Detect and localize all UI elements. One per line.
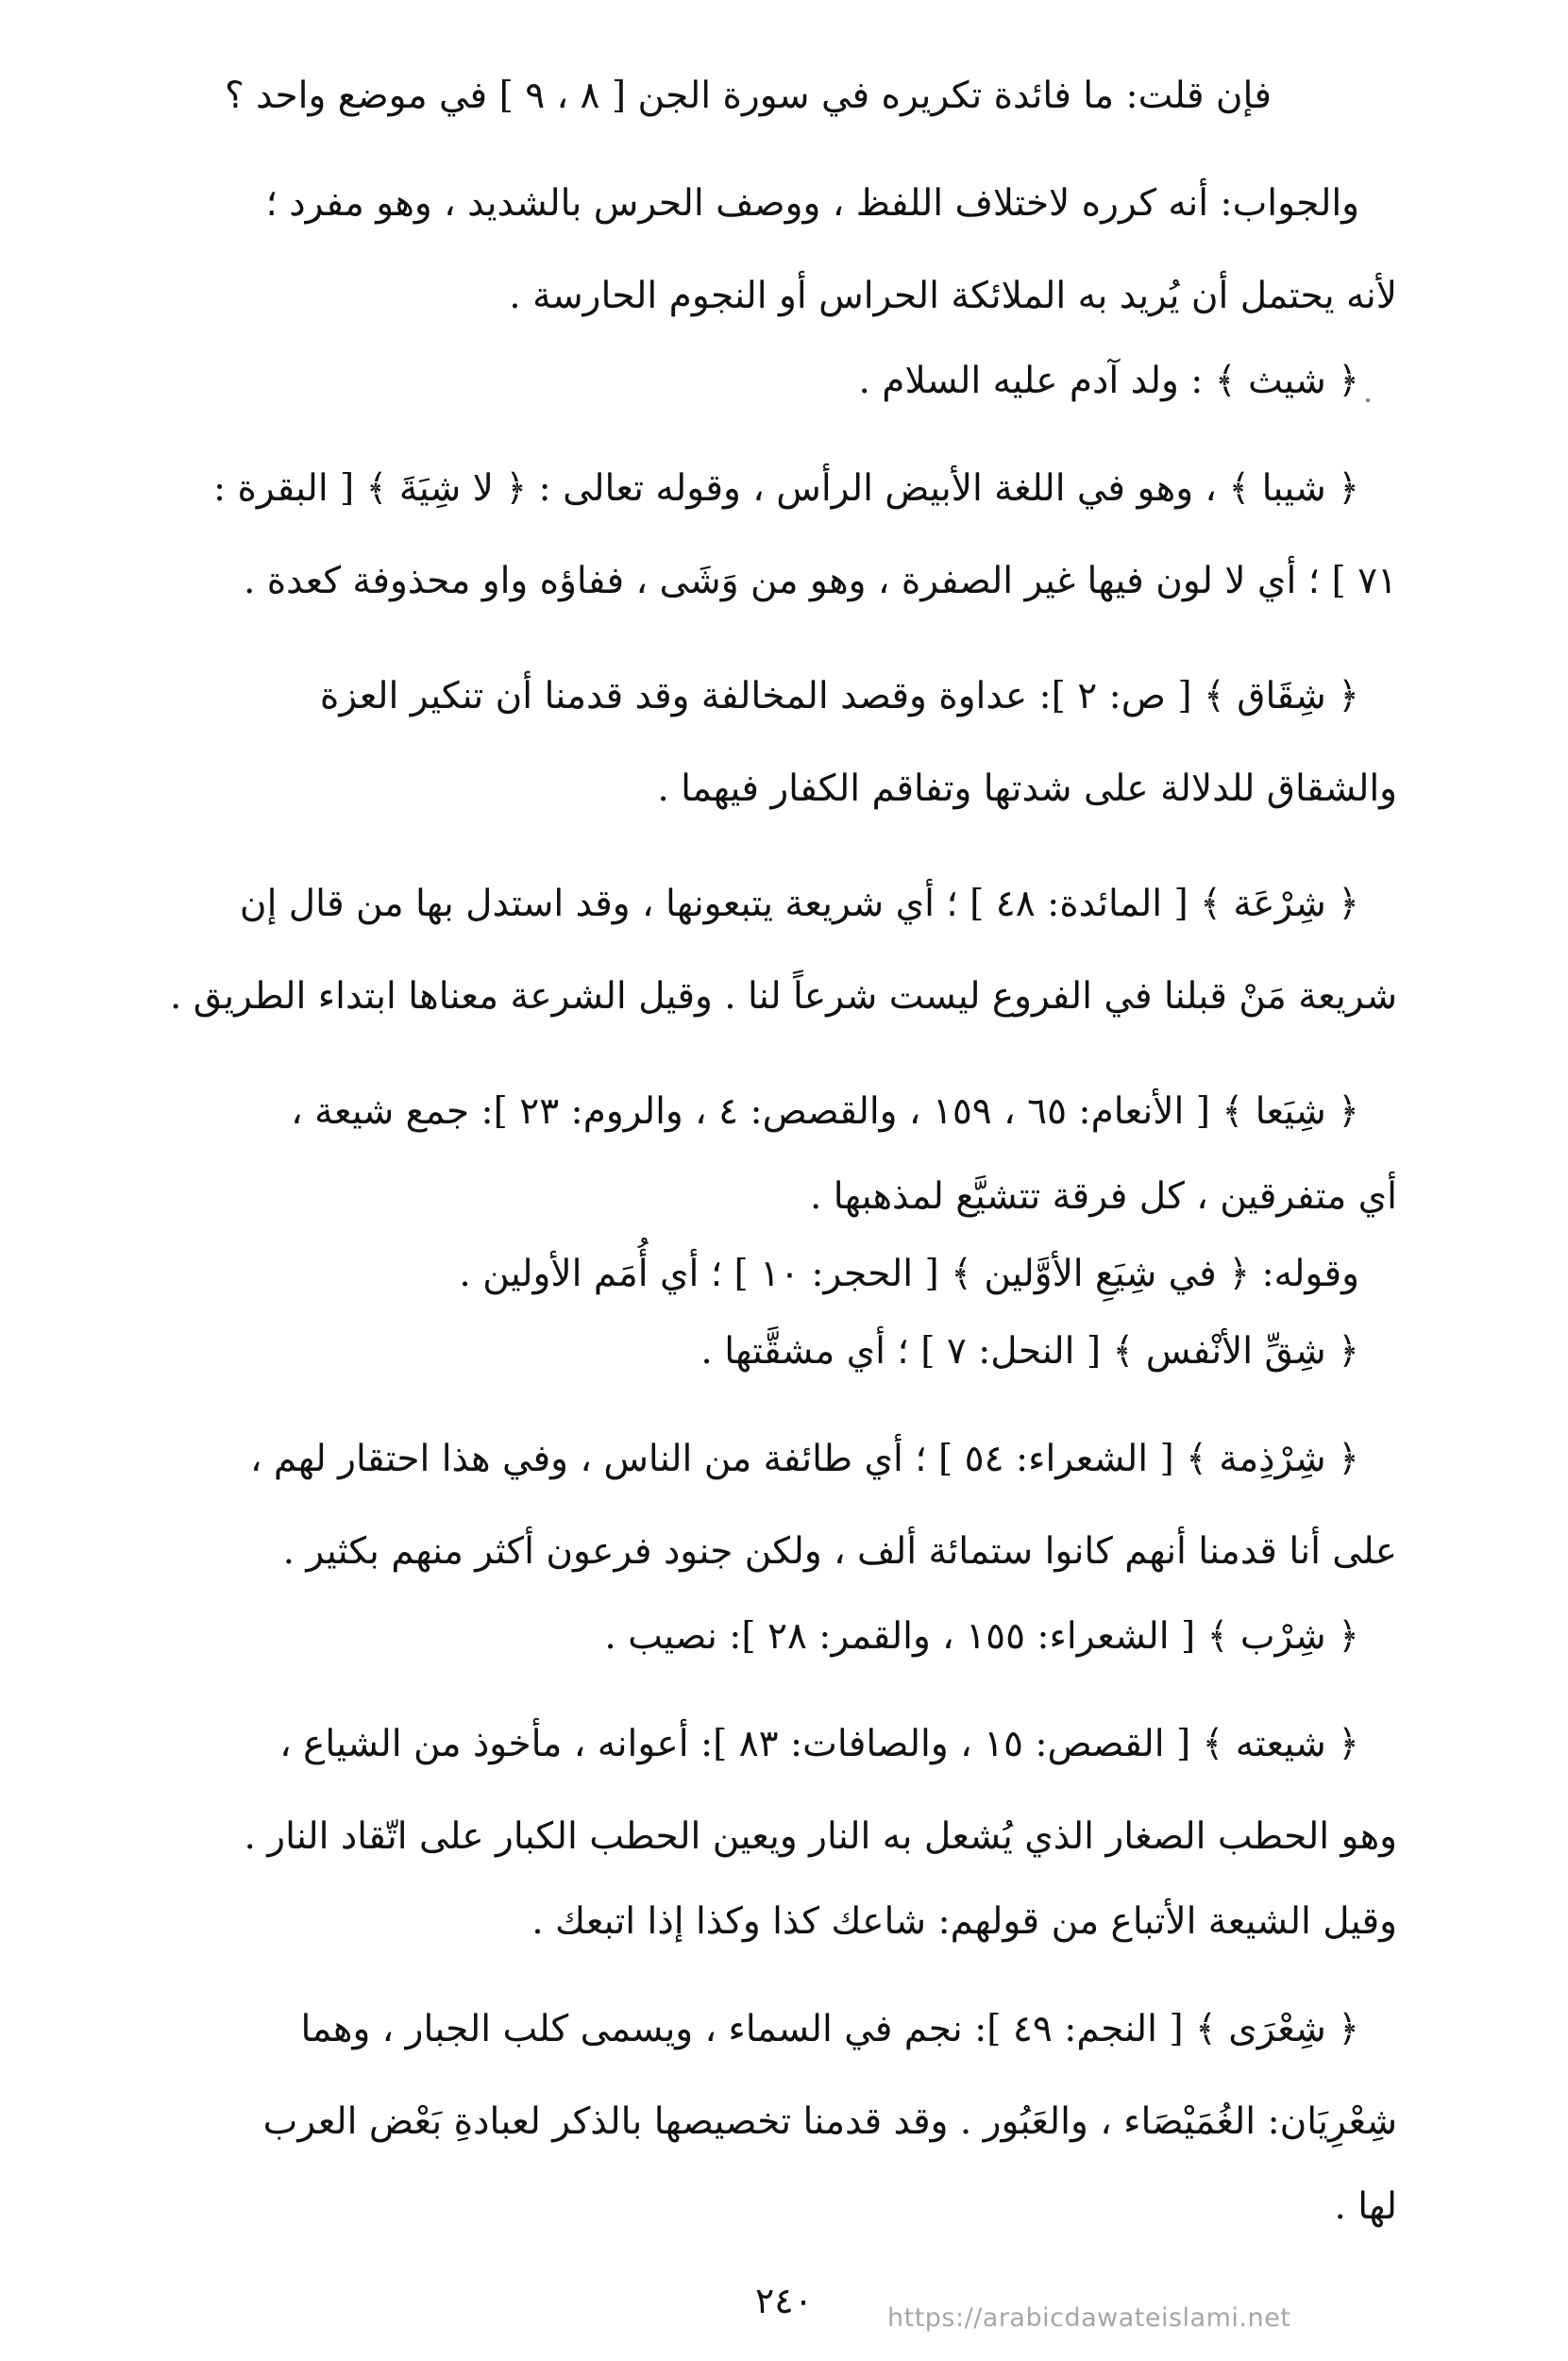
- text-line: ﴿ شِرْب ﴾ [ الشعراء: ١٥٥ ، والقمر: ٢٨ ]: نصيب .: [604, 1614, 1359, 1658]
- text-line: ﴿ شيعته ﴾ [ القصص: ١٥ ، والصافات: ٨٣ ]: أعوانه ، مأخوذ من الشياع ،: [279, 1722, 1359, 1765]
- entry-shirah-line-2: [99, 950, 1397, 1042]
- text-line: والشقاق للدلالة على شدتها وتفاقم الكفار فيهما .: [657, 767, 1397, 810]
- entry-shiqaq-line-1: [99, 649, 1397, 742]
- text-line: وقيل الشيعة الأتباع من قولهم: شاعك كذا وكذا إذا اتبعك .: [531, 1899, 1397, 1943]
- entry-sheeth: [99, 342, 1397, 419]
- entry-shiqq: [99, 1312, 1397, 1390]
- text-line: ٧١ ] ؛ أي لا لون فيها غير الصفرة ، وهو من وَشَى ، ففاؤه واو محذوفة كعدة .: [243, 559, 1397, 602]
- entry-shiyaa-line-1: [99, 1065, 1397, 1157]
- text-line: شريعة مَنْ قبلنا في الفروع ليست شرعاً لنا . وقيل الشرعة معناها ابتداء الطريق .: [169, 974, 1397, 1018]
- watermark-url: https://arabicdawateislami.net: [887, 2303, 1291, 2333]
- entry-shiatuhu-line-2: [99, 1790, 1397, 1882]
- page-body: [99, 57, 1397, 2256]
- entry-sheeba-line-2: [99, 534, 1397, 627]
- text-line: على أنا قدمنا أنهم كانوا ستمائة ألف ، ولكن جنود فرعون أكثر منهم بكثير .: [282, 1529, 1397, 1573]
- text-line: ﴿ شيث ﴾ : ولد آدم عليه السلام .: [858, 359, 1359, 402]
- text-line: ﴿ شِقِّ الأنْفس ﴾ [ النحل: ٧ ] ؛ أي مشقَّتها .: [700, 1329, 1359, 1373]
- answer-line-2: [99, 249, 1397, 342]
- entry-shirdhima-line-2: [99, 1505, 1397, 1597]
- text-line: ﴿ شِرْذِمة ﴾ [ الشعراء: ٥٤ ] ؛ أي طائفة من الناس ، وفي هذا احتقار لهم ،: [249, 1437, 1359, 1480]
- entry-shiqaq-line-2: [99, 742, 1397, 835]
- text-line: ﴿ شِرْعَة ﴾ [ المائدة: ٤٨ ] ؛ أي شريعة يتبعونها ، وقد استدل بها من قال إن: [239, 882, 1359, 925]
- text-line: لها .: [1334, 2184, 1397, 2228]
- text-line: والجواب: أنه كرره لاختلاف اللفظ ، ووصف الحرس بالشديد ، وهو مفرد ؛: [265, 181, 1359, 225]
- entry-shiyaa-line-3: [99, 1235, 1397, 1312]
- text-line: أي متفرقين ، كل فرقة تتشيَّع لمذهبها .: [810, 1174, 1397, 1218]
- question-line: [99, 57, 1397, 134]
- text-line: لأنه يحتمل أن يُريد به الملائكة الحراس أو النجوم الحارسة .: [509, 274, 1397, 317]
- text-line: ﴿ شِعْرَى ﴾ [ النجم: ٤٩ ]: نجم في السماء ، ويسمى كلب الجبار ، وهما: [300, 2007, 1359, 2050]
- entry-sheeba-line-1: [99, 442, 1397, 534]
- entry-shirah-line-1: [99, 857, 1397, 950]
- page-number: ٢٤٠: [754, 2280, 814, 2321]
- text-line: وهو الحطب الصغار الذي يُشعل به النار ويعين الحطب الكبار على اتّقاد النار .: [244, 1814, 1397, 1858]
- text-line: فإن قلت: ما فائدة تكريره في سورة الجن [ ٨ ، ٩ ] في موضع واحد ؟: [224, 74, 1273, 117]
- entry-shira-line-3: [99, 2167, 1397, 2245]
- entry-shira-line-1: [99, 1982, 1397, 2075]
- answer-line-1: [99, 157, 1397, 249]
- entry-shirdhima-line-1: [99, 1412, 1397, 1505]
- text-line: ﴿ شيبا ﴾ ، وهو في اللغة الأبيض الرأس ، وقوله تعالى : ﴿ لا شِيَةَ ﴾ [ البقرة :: [212, 466, 1359, 510]
- text-line: ﴿ شِيَعا ﴾ [ الأنعام: ٦٥ ، ١٥٩ ، والقصص: ٤ ، والروم: ٢٣ ]: جمع شيعة ،: [291, 1089, 1359, 1133]
- entry-shiatuhu-line-3: [99, 1882, 1397, 1960]
- scan-speck: [1366, 398, 1370, 402]
- entry-shira-line-2: [99, 2075, 1397, 2167]
- text-line: وقوله: ﴿ في شِيَعِ الأوَّلين ﴾ [ الحجر: ١٠ ] ؛ أي أُمَم الأولين .: [459, 1252, 1359, 1295]
- entry-shiatuhu-line-1: [99, 1697, 1397, 1790]
- entry-shirb: [99, 1597, 1397, 1675]
- entry-shiyaa-line-2: [99, 1157, 1397, 1235]
- text-line: ﴿ شِقَاق ﴾ [ ص: ٢ ]: عداوة وقصد المخالفة وقد قدمنا أن تنكير العزة: [319, 674, 1359, 717]
- text-line: شِعْرِيَان: الغُمَيْصَاء ، والعَبُور . وقد قدمنا تخصيصها بالذكر لعبادةِ بَعْض العرب: [262, 2100, 1397, 2143]
